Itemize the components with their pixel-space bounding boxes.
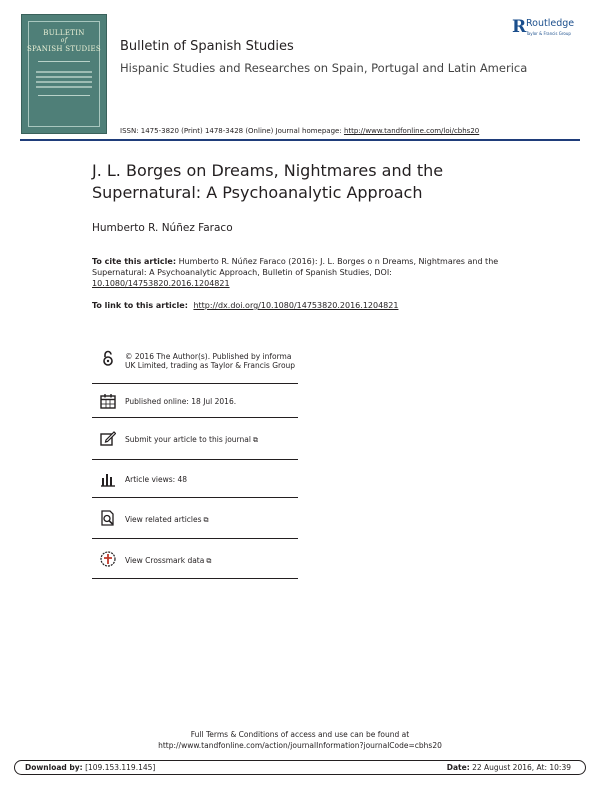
crossmark-label: View Crossmark data (125, 556, 205, 565)
license-text: © 2016 The Author(s). Published by informa UK Limited, trading as Taylor & Francis Group (125, 352, 296, 370)
download-info-bar (14, 760, 586, 775)
article-link-block (92, 301, 398, 310)
date-label: Date: (446, 763, 470, 772)
terms-notice (120, 729, 480, 751)
article-author: Humberto R. Núñez Faraco (92, 222, 233, 234)
journal-title[interactable]: Bulletin of Spanish Studies (120, 39, 294, 54)
cover-title-line: BULLETIN (43, 29, 85, 37)
cover-title (22, 29, 106, 53)
routledge-r-icon: R (512, 17, 527, 37)
download-date (447, 763, 571, 772)
submit-article-label: Submit your article to this journal (125, 435, 251, 444)
journal-subtitle: Hispanic Studies and Researches on Spain, Portugal and Latin America (120, 61, 528, 75)
meta-row-views (92, 460, 298, 498)
submit-article-link[interactable] (125, 435, 258, 445)
terms-line: Full Terms & Conditions of access and use can be found at (190, 730, 410, 739)
publisher-name: Routledge (526, 18, 575, 29)
article-doi-link[interactable]: http://dx.doi.org/10.1080/14753820.2016.1204821 (193, 301, 399, 310)
downloaded-by (25, 763, 155, 772)
search-document-icon (100, 510, 116, 526)
terms-link[interactable]: http://www.tandfonline.com/action/journalInformation?journalCode=cbhs20 (158, 741, 442, 750)
citation-block (92, 256, 502, 289)
issn-text: ISSN: 1475-3820 (Print) 1478-3428 (Online) Journal homepage: (120, 127, 342, 135)
bar-chart-icon (100, 471, 116, 487)
related-articles-link[interactable] (125, 515, 209, 525)
journal-homepage-link[interactable]: http://www.tandfonline.com/loi/cbhs20 (343, 127, 480, 135)
published-date-text: Published online: 18 Jul 2016. (125, 397, 237, 406)
date-value: 22 August 2016, At: 10:39 (472, 763, 571, 772)
meta-row-published (92, 384, 298, 418)
cover-rule (38, 95, 90, 96)
cite-text: Humberto R. Núñez Faraco (2016): J. L. Borges o n Dreams, Nightmares and the Supernatural: A Psychoanalytic Approach, Bulletin of Spanish Studies, DOI: (92, 257, 499, 277)
crossmark-link[interactable] (125, 556, 211, 566)
edit-icon (100, 430, 116, 446)
meta-row-license (92, 340, 298, 384)
meta-row-related[interactable] (92, 498, 298, 539)
external-link-icon: ⧉ (252, 436, 258, 444)
external-link-icon: ⧉ (203, 516, 209, 524)
cover-text-line (36, 71, 92, 73)
crossmark-icon (100, 551, 116, 567)
cover-text-line (36, 86, 92, 88)
cite-label: To cite this article: (92, 257, 177, 266)
meta-row-crossmark[interactable] (92, 539, 298, 579)
cover-rule (38, 61, 90, 62)
publisher-tagline: Taylor & Francis Group (526, 31, 571, 36)
meta-row-submit[interactable] (92, 418, 298, 460)
downloaded-label: Download by: (25, 763, 83, 772)
issn-line (120, 127, 479, 135)
link-label: To link to this article: (92, 301, 188, 310)
header-divider (20, 139, 580, 141)
article-title: J. L. Borges on Dreams, Nightmares and the Supernatural: A Psychoanalytic Approach (92, 161, 444, 202)
cover-text-line (36, 76, 92, 78)
related-articles-label: View related articles (125, 515, 202, 524)
article-meta-list (92, 340, 298, 579)
publisher-logo (512, 18, 596, 40)
article-views-text: Article views: 48 (125, 475, 188, 484)
calendar-icon (100, 393, 116, 409)
journal-cover-image (21, 14, 107, 134)
external-link-icon: ⧉ (206, 557, 212, 565)
open-access-icon (100, 350, 116, 366)
cite-doi-link[interactable]: 10.1080/14753820.2016.1204821 (92, 279, 230, 288)
cover-title-line: of (60, 37, 68, 44)
cover-title-line: SPANISH STUDIES (26, 45, 102, 53)
downloaded-value: [109.153.119.145] (85, 763, 156, 772)
cover-text-line (36, 81, 92, 83)
